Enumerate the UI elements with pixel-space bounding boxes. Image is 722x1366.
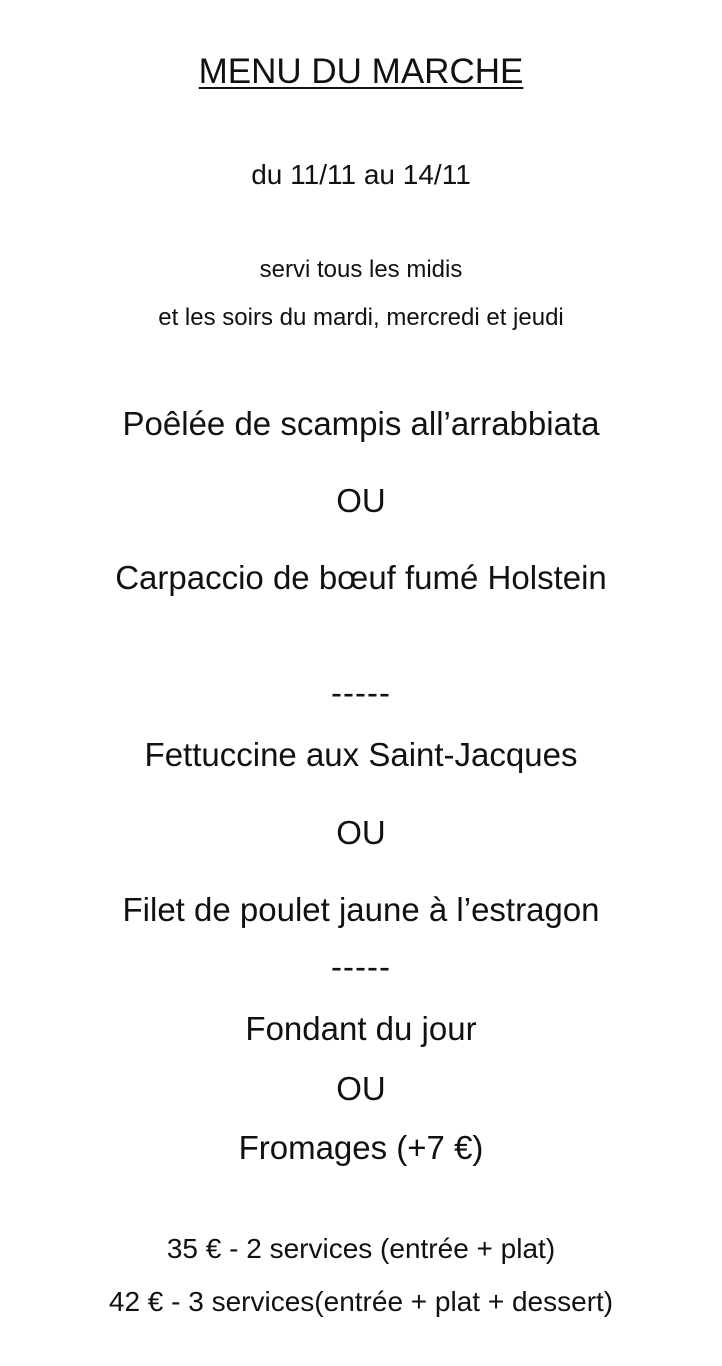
dessert-or: OU xyxy=(336,1070,386,1107)
menu-dates: du 11/11 au 14/11 xyxy=(251,159,471,190)
main-option-1: Fettuccine aux Saint-Jacques xyxy=(144,736,578,773)
main-or: OU xyxy=(336,814,386,851)
course-separator: ----- xyxy=(331,674,391,711)
starter-option-2: Carpaccio de bœuf fumé Holstein xyxy=(115,559,607,596)
course-separator: ----- xyxy=(331,948,391,985)
starter-option-1: Poêlée de scampis all’arrabbiata xyxy=(122,405,600,442)
service-info-line-1: servi tous les midis xyxy=(259,256,463,283)
main-option-2: Filet de poulet jaune à l’estragon xyxy=(122,891,600,928)
service-info-line-2: et les soirs du mardi, mercredi et jeudi xyxy=(158,304,564,331)
dessert-option-1: Fondant du jour xyxy=(245,1010,477,1047)
dessert-option-2: Fromages (+7 €) xyxy=(238,1129,484,1166)
starter-or: OU xyxy=(336,482,386,519)
price-three-courses: 42 € - 3 services(entrée + plat + dessert) xyxy=(108,1286,614,1317)
menu-title: MENU DU MARCHE xyxy=(198,52,524,91)
price-two-courses: 35 € - 2 services (entrée + plat) xyxy=(166,1233,556,1264)
